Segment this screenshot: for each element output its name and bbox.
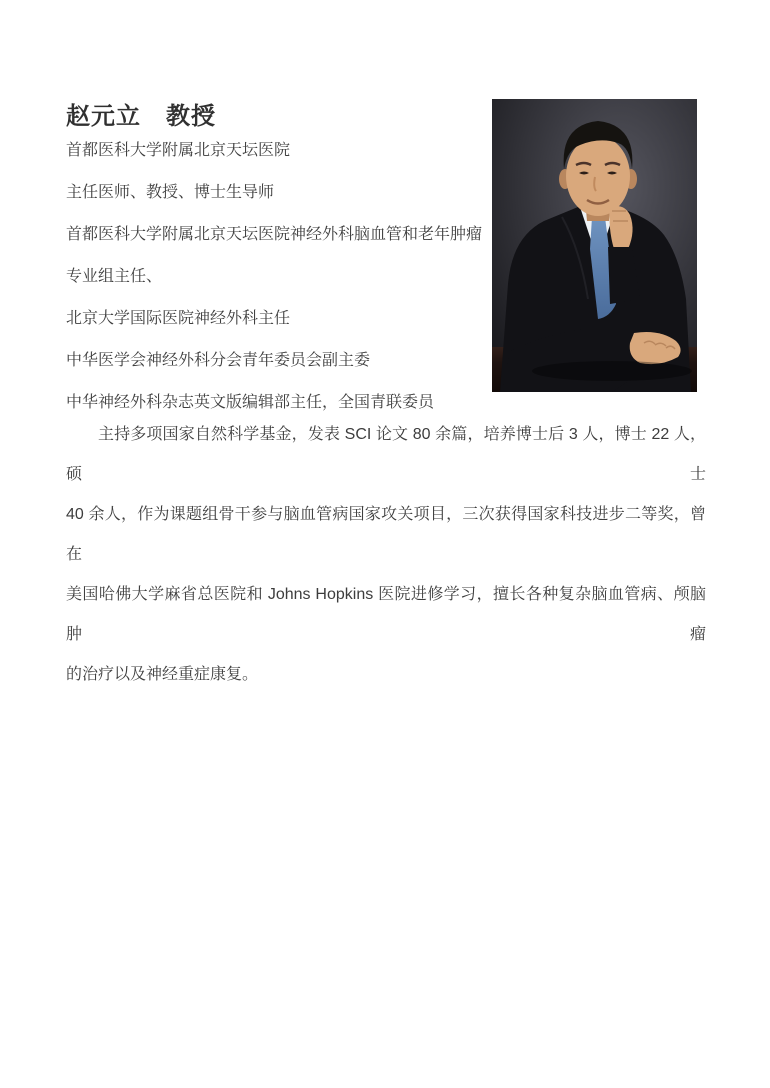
bio-line: 首都医科大学附属北京天坛医院神经外科脑血管和老年肿瘤 [66, 226, 483, 243]
bio-line: 专业组主任、 [66, 268, 163, 285]
page-title: 赵元立 教授 [66, 103, 216, 130]
bio-line: 北京大学国际医院神经外科主任 [66, 310, 291, 327]
paragraph-line: 40 余人，作为课题组骨干参与脑血管病国家攻关项目，三次获得国家科技进步二等奖，曾在 [66, 506, 706, 563]
bio-line: 中华医学会神经外科分会青年委员会副主委 [66, 352, 371, 369]
paragraph-line: 美国哈佛大学麻省总医院和 Johns Hopkins 医院进修学习，擅长各种复杂脑血管病、颅脑肿瘤 [66, 586, 706, 643]
achievements-paragraph [66, 415, 706, 695]
bio-line: 首都医科大学附属北京天坛医院 [66, 142, 291, 159]
bio-credentials-block [66, 130, 486, 424]
bio-line: 中华神经外科杂志英文版编辑部主任，全国青联委员 [66, 394, 435, 411]
paragraph-line: 主持多项国家自然科学基金，发表 SCI 论文 80 余篇，培养博士后 3 人，博士 22 人，硕士 [66, 426, 706, 483]
paragraph-line: 的治疗以及神经重症康复。 [66, 666, 259, 683]
arm-shadow [532, 361, 692, 381]
bio-line: 主任医师、教授、博士生导师 [66, 184, 275, 201]
portrait-photo [492, 99, 697, 392]
